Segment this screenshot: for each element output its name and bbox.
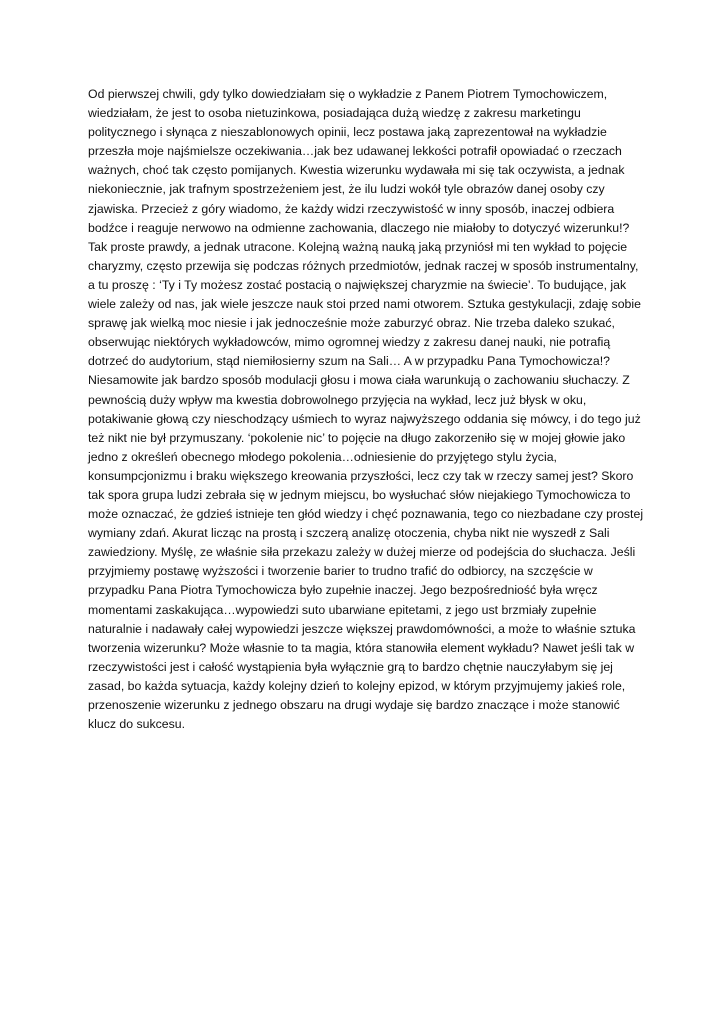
- paragraph-line: przenoszenie wizerunku z jednego obszaru na drugi wydaje się bardzo znaczące i może stanowić: [88, 698, 620, 712]
- paragraph-line: przeszła moje najśmielsze oczekiwania…jak bez udawanej lekkości potrafił opowiadać o rzeczach: [88, 144, 622, 159]
- paragraph-line: Tak proste prawdy, a jednak utracone. Kolejną ważną nauką jaką przyniósł mi ten wykład to pojęcie: [88, 239, 628, 254]
- essay-paragraph: [88, 85, 648, 734]
- paragraph-line: też nikt nie był przymuszany. ‘pokolenie nic’ to pojęcie na długo zakorzeniło się w mojej głowie jako: [88, 430, 626, 445]
- paragraph-line: wiele zależy od nas, jak wiele jeszcze nauk stoi przed nami otworem. Sztuka gestykulacji, zdaję sobie: [88, 297, 641, 312]
- paragraph-line: a tu proszę : ‘Ty i Ty możesz zostać postacią o największej charyzmie na świecie’. To budujące, jak: [88, 277, 627, 292]
- paragraph-line: tak spora grupa ludzi zebrała się w jednym miejscu, bo wysłuchać słów niejakiego Tymochowicza to: [88, 487, 631, 502]
- paragraph-line: dotrzeć do audytorium, stąd niemiłosierny szum na Sali… A w przypadku Pana Tymochowicza!?: [88, 354, 610, 369]
- paragraph-line: potakiwanie głową czy nieschodzący uśmiech to wyraz najwyższego oddania się mówcy, i do tego już: [88, 411, 641, 426]
- paragraph-line: klucz do sukcesu.: [88, 717, 186, 732]
- paragraph-line: przyjmiemy postawę wyższości i tworzenie barier to trudno trafić do odbiorcy, na szczęście w: [88, 564, 593, 579]
- paragraph-line: charyzmy, często przewija się podczas różnych przedmiotów, jednak raczej w sposób instrumentalny,: [88, 258, 639, 273]
- paragraph-line: wymiany zdań. Akurat licząc na prostą i szczerą analizę otoczenia, chyba nikt nie wyszedł z Sali: [88, 526, 610, 541]
- paragraph-line: obserwując niektórych wykładowców, mimo ogromnej wiedzy z zakresu danej nauki, nie potrafią: [88, 335, 611, 350]
- paragraph-line: zasad, bo każda sytuacja, każdy kolejny dzień to kolejny epizod, w którym przyjmujemy jakieś role,: [88, 678, 626, 693]
- paragraph-line: rzeczywistości jest i całość wystąpienia była wyłącznie grą to bardzo chętnie nauczyłabym się jej: [88, 659, 613, 674]
- paragraph-line: jedno z określeń obecnego młodego pokolenia…odniesienie do przyjętego stylu życia,: [88, 449, 557, 464]
- paragraph-line: Od pierwszej chwili, gdy tylko dowiedziałam się o wykładzie z Panem Piotrem Tymochowiczem,: [88, 87, 608, 101]
- paragraph-line: tworzenia wizerunku? Może własnie to ta magia, która stanowiła element wykładu? Nawet jeśli tak w: [88, 640, 635, 655]
- paragraph-line: momentami zaskakująca…wypowiedzi suto ubarwiane epitetami, z jego ust brzmiały zupełnie: [88, 602, 597, 617]
- paragraph-line: naturalnie i nadawały całej wypowiedzi jeszcze większej prawdomówności, a może to właśnie sztuka: [88, 621, 636, 636]
- paragraph-line: Niesamowite jak bardzo sposób modulacji głosu i mowa ciała warunkują o zachowaniu słuchaczy. Z: [88, 373, 630, 388]
- paragraph-line: zawiedziony. Myślę, ze właśnie siła przekazu zależy w dużej mierze od podejścia do słuchacza. Jeśli: [88, 545, 636, 560]
- paragraph-line: może oznaczać, że gdzieś istnieje ten głód wiedzy i chęć poznawania, tego co niezbadane czy prostej: [88, 507, 644, 522]
- paragraph-line: niekoniecznie, jak trafnym spostrzeżeniem jest, że ilu ludzi wokół tyle obrazów danej osoby czy: [88, 182, 605, 197]
- paragraph-line: bodźce i reaguje nerwowo na odmienne zachowania, dlaczego nie miałoby to dotyczyć wizerunku!?: [88, 220, 630, 235]
- paragraph-line: konsumpcjonizmu i braku większego kreowania przyszłości, lecz czy tak w rzeczy samej jest? Skoro: [88, 468, 634, 483]
- paragraph-line: zjawiska. Przecież z góry wiadomo, że każdy widzi rzeczywistość w inny sposób, inaczej odbiera: [88, 201, 615, 216]
- paragraph-line: pewnością duży wpływ ma kwestia dobrowolnego przyjęcia na wykład, lecz już błysk w oku,: [88, 392, 587, 407]
- paragraph-line: politycznego i słynąca z nieszablonowych opinii, lecz postawa jaką zaprezentował na wykładzie: [88, 125, 607, 140]
- paragraph-line: ważnych, choć tak często pomijanych. Kwestia wizerunku wydawała mi się tak oczywista, a jednak: [88, 163, 625, 178]
- paragraph-line: wiedziałam, że jest to osoba nietuzinkowa, posiadająca dużą wiedzę z zakresu marketingu: [88, 106, 581, 121]
- paragraph-line: przypadku Pana Piotra Tymochowicza było zupełnie inaczej. Jego bezpośredniość była wręcz: [88, 583, 598, 598]
- paragraph-line: sprawę jak wielką moc niesie i jak jednocześnie może zaburzyć obraz. Nie trzeba daleko szukać,: [88, 316, 615, 331]
